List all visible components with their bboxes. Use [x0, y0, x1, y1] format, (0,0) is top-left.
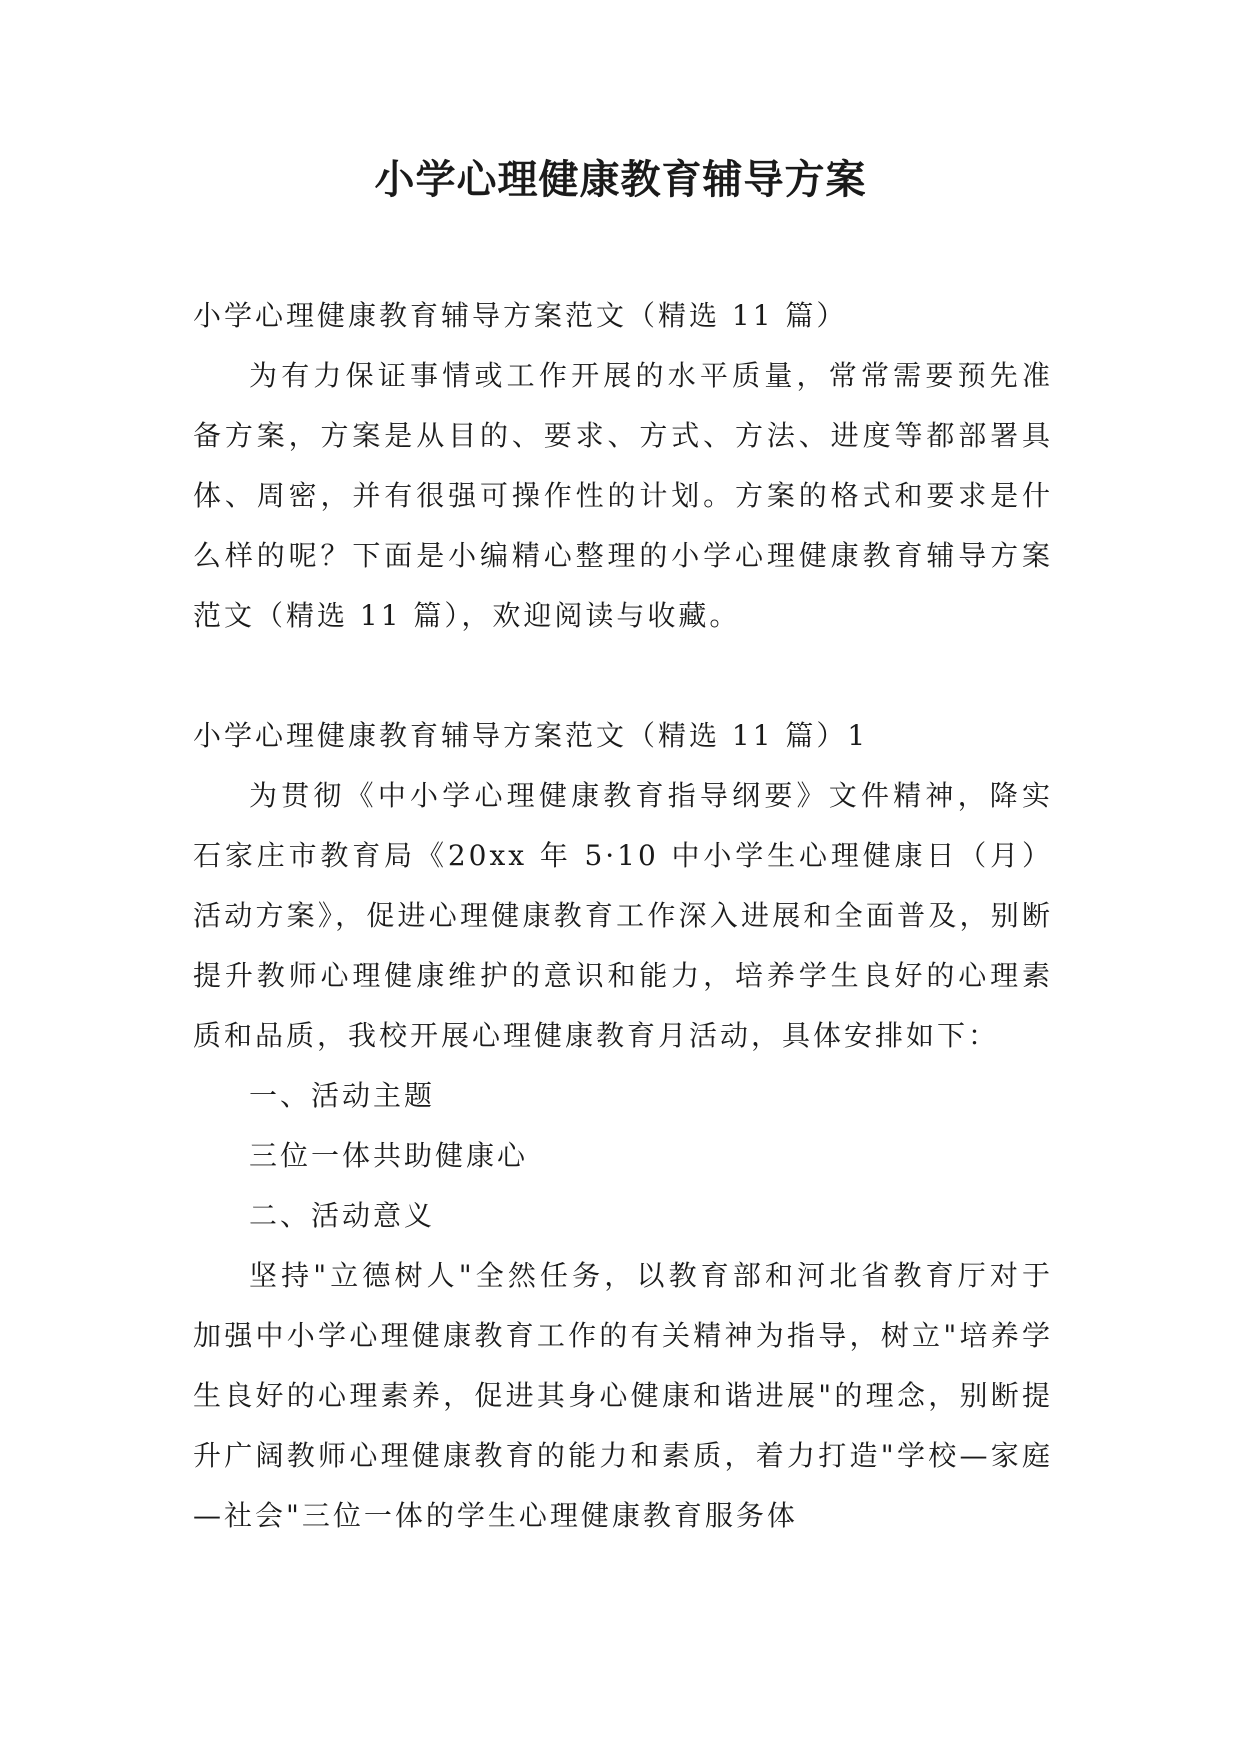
item-heading-theme: 一、活动主题 — [249, 1079, 436, 1112]
document-title: 小学心理健康教育辅导方案 — [374, 156, 867, 203]
item-text-theme: 三位一体共助健康心 — [249, 1139, 529, 1172]
significance-paragraph: 坚持"立德树人"全然任务，以教育部和河北省教育厅对于加强中小学心理健康教育工作的有关精神为指导，树立"培养学生良好的心理素养，促进其身心健康和谐进展"的理念，别断提升广阔教师心理健康教育的能力和素质，着力打造"学校—家庭—社会"三位一体的学生心理健康教育服务体 — [193, 1259, 1053, 1532]
intro-paragraph: 为有力保证事情或工作开展的水平质量，常常需要预先准备方案，方案是从目的、要求、方式、方法、进度等都部署具体、周密，并有很强可操作性的计划。方案的格式和要求是什么样的呢？下面是小编精心整理的小学心理健康教育辅导方案范文（精选 11 篇），欢迎阅读与收藏。 — [193, 359, 1053, 632]
item-heading-significance: 二、活动意义 — [249, 1199, 436, 1232]
section-spacer — [193, 646, 1053, 706]
section-paragraph: 为贯彻《中小学心理健康教育指导纲要》文件精神，降实石家庄市教育局《20xx 年 5·10 中小学生心理健康日（月）活动方案》，促进心理健康教育工作深入进展和全面普及，别断提升教师心理健康维护的意识和能力，培养学生良好的心理素质和品质，我校开展心理健康教育月活动，具体安排如下： — [193, 779, 1053, 1052]
document-body — [193, 286, 1053, 1546]
section-heading: 小学心理健康教育辅导方案范文（精选 11 篇）1 — [193, 719, 869, 752]
intro-heading: 小学心理健康教育辅导方案范文（精选 11 篇） — [193, 299, 848, 332]
